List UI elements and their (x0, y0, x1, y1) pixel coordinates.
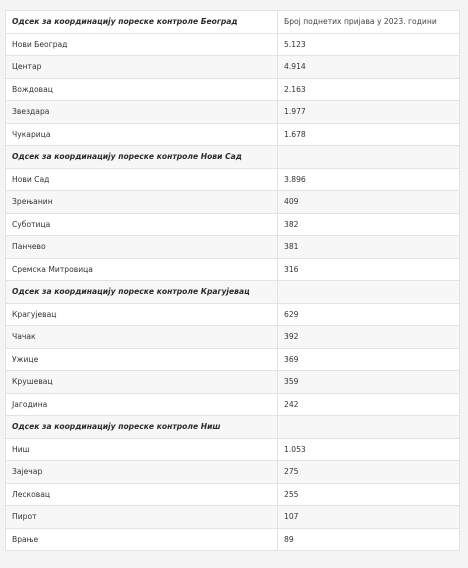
table-row (6, 461, 460, 484)
report-count: 89 (278, 528, 460, 551)
office-name: Сремска Митровица (6, 258, 278, 281)
table-container (5, 10, 460, 551)
office-name: Чукарица (6, 123, 278, 146)
table-row (6, 101, 460, 124)
office-name: Нови Београд (6, 33, 278, 56)
report-count: 369 (278, 348, 460, 371)
report-count: 1.053 (278, 438, 460, 461)
group-header-row (6, 146, 460, 169)
report-count: 1.678 (278, 123, 460, 146)
table-row (6, 168, 460, 191)
table-row (6, 213, 460, 236)
office-name: Лесковац (6, 483, 278, 506)
group-header-belgrade: Одсек за координацију пореске контроле Београд (6, 11, 278, 34)
report-count: 409 (278, 191, 460, 214)
report-count: 359 (278, 371, 460, 394)
office-name: Јагодина (6, 393, 278, 416)
table-row (6, 303, 460, 326)
group-header-row (6, 281, 460, 304)
report-count: 2.163 (278, 78, 460, 101)
table-row (6, 393, 460, 416)
office-name: Панчево (6, 236, 278, 259)
office-name: Ужице (6, 348, 278, 371)
group-header-empty (278, 146, 460, 169)
report-count: 4.914 (278, 56, 460, 79)
group-header-kragujevac: Одсек за координацију пореске контроле Крагујевац (6, 281, 278, 304)
tax-reports-table (5, 10, 460, 551)
group-header-empty (278, 416, 460, 439)
office-name: Вождовац (6, 78, 278, 101)
report-count: 1.977 (278, 101, 460, 124)
group-header-row (6, 416, 460, 439)
office-name: Крагујевац (6, 303, 278, 326)
report-count: 629 (278, 303, 460, 326)
group-header-nis: Одсек за координацију пореске контроле Ниш (6, 416, 278, 439)
report-count: 381 (278, 236, 460, 259)
table-row (6, 506, 460, 529)
table-row (6, 371, 460, 394)
value-column-header: Број поднетих пријава у 2023. години (278, 11, 460, 34)
report-count: 392 (278, 326, 460, 349)
office-name: Центар (6, 56, 278, 79)
office-name: Звездара (6, 101, 278, 124)
report-count: 3.896 (278, 168, 460, 191)
office-name: Пирот (6, 506, 278, 529)
report-count: 382 (278, 213, 460, 236)
office-name: Чачак (6, 326, 278, 349)
table-row (6, 483, 460, 506)
office-name: Ниш (6, 438, 278, 461)
table-row (6, 33, 460, 56)
table-row (6, 348, 460, 371)
header-row (6, 11, 460, 34)
group-header-empty (278, 281, 460, 304)
office-name: Зајечар (6, 461, 278, 484)
office-name: Нови Сад (6, 168, 278, 191)
group-header-novi-sad: Одсек за координацију пореске контроле Нови Сад (6, 146, 278, 169)
table-row (6, 438, 460, 461)
office-name: Крушевац (6, 371, 278, 394)
report-count: 242 (278, 393, 460, 416)
office-name: Суботица (6, 213, 278, 236)
table-row (6, 123, 460, 146)
report-count: 5.123 (278, 33, 460, 56)
report-count: 316 (278, 258, 460, 281)
report-count: 107 (278, 506, 460, 529)
table-row (6, 528, 460, 551)
office-name: Врање (6, 528, 278, 551)
table-row (6, 236, 460, 259)
office-name: Зрењанин (6, 191, 278, 214)
table-row (6, 326, 460, 349)
report-count: 255 (278, 483, 460, 506)
table-row (6, 78, 460, 101)
report-count: 275 (278, 461, 460, 484)
table-row (6, 258, 460, 281)
table-row (6, 56, 460, 79)
table-row (6, 191, 460, 214)
